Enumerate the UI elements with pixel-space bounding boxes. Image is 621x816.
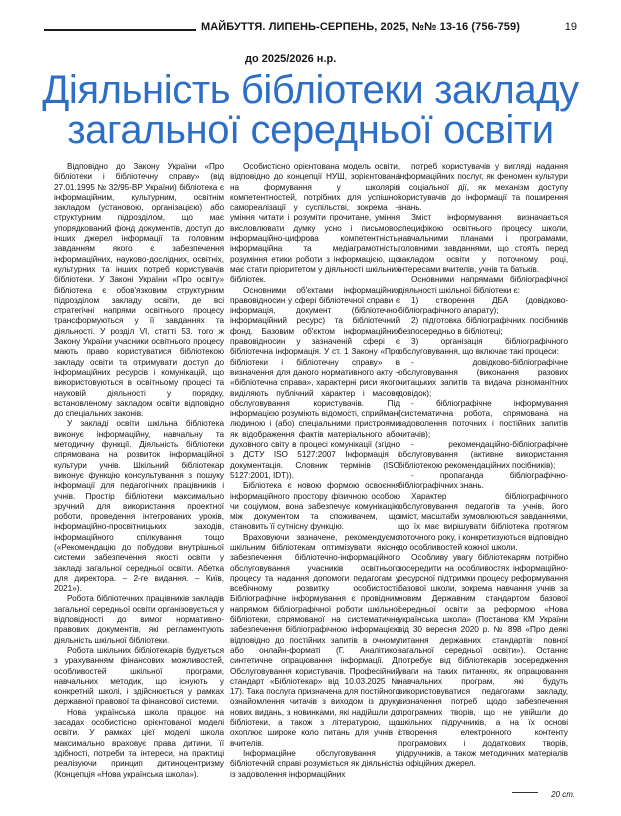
article-paragraph: - рекомендаційно-бібліографічне обслуговування (активне використання бібліотекою рекомендаційних посібників);	[398, 440, 568, 470]
article-paragraph: 2) підготовка бібліографічних посібників безпосередньо в бібліотеці;	[398, 316, 568, 336]
article-paragraph: Основними напрямами бібліографічної діяльності шкільної бібліотеки є:	[398, 275, 568, 295]
masthead	[44, 21, 577, 37]
article-paragraph: Робота шкільних бібліотекарів будується з урахуванням фінансових можливостей, особливостей шкільної програми, навчальних методик, що існують у конкретній школі, і здійснюється у рамках державної правової та фінансової системи.	[54, 645, 224, 707]
article-paragraph: Враховуючи зазначене, рекомендуємо шкільним бібліотекам оптимізувати якісне забезпечення бібліотечно-інформаційного обслуговування учасників освітнього процесу та надання допомоги педагогам у всебічному розвитку особистості. Бібліографічне інформування є провідним напрямом бібліографічної роботи шкільної бібліотеки, спрямованої на систематичне забезпечення бібліографічною інформацією відповідно до постійних запитів в очному або онлайн-форматі (Г. Аналітико-синтетичне опрацювання інформації. Д. Обслуговування користувачів. Професійний стандарт «Бібліотекар» від 10.03.2025 № 17). Така послуга призначена для постійного ознайомлення читачів з виходом із друку нових видань, з новинками, які надійшли до бібліотеки, а також з літературою, що охоплює широке коло питань для учнів і вчителів.	[230, 532, 400, 748]
article-paragraph: Робота бібліотечних працівників закладів загальної середньої освіти організовується у відповідності до вимог нормативно-правових документів, які регламентують діяльність шкільної бібліотеки.	[54, 594, 224, 645]
article-paragraph: Особистісно орієнтована модель освіти, відповідно до концепції НУШ, зорієнтована на формування у школярів компетентностей, потрібних для успішної самореалізації у суспільстві, зокрема – уміння читати і розуміти прочитане, уміння висловлювати думку усно і письмово, інформаційно-цифрова компетентність, інформаційна та медіаграмотність, розуміння етики роботи з інформацією, що має стати пріоритетом у діяльності шкільних бібліотек.	[230, 162, 400, 285]
article-paragraph: У закладі освіти шкільна бібліотека виконує інформаційну, навчальну та методичну функції. Діяльність бібліотеки спрямована на розвиток інформаційної культури учнів. Шкільний бібліотекар виконує функцію консультування з пошуку інформації для педагогічних працівників і учнів. Простір бібліотеки максимально зручний для використання проектної роботи, проведення інтегрованих уроків, інформаційно-просвітницьких заходів, інформаційного спілкування тощо («Рекомендацію до побудови внутрішньої системи забезпечення якості освіти у закладі загальної середньої освіти. Абетка для директора. – 2-ге видання. – Київ, 2021»).	[54, 419, 224, 594]
article-paragraph: потреб користувачів у вигляді надання інформаційних послуг, як феномен культури і соціальної дії, як механізм доступу користувачів до інформації та поширення знань.	[398, 162, 568, 213]
article-title-line-1: Діяльність бібліотеки закладу	[42, 68, 579, 112]
article-paragraph: Особливу увагу бібліотекарям потрібно зосередити на особливостях інформаційно-ресурсної підтримки процесу реформування базової школи, зокрема навчання учнів за новим Державним стандартом базової середньої освіти за реформою «Нова українська школа» (Постанова КМ України від 30 вересня 2020 р. № 898 «Про деякі питання державних стандартів повної загальної середньої освіти»). Останнє потребує від бібліотекарів зосередження уваги на таких питаннях, як опрацювання навчальних програм, які будуть використовуватися педагогами закладу, визначення потреб щодо забезпечення програмних творів, що не увійшли до шкільних підручників, а на їх основі створення електронного контенту програмових і додаткових творів, підручників, а також методичних матеріалів із офіційних джерел.	[398, 553, 568, 769]
article-paragraph: Нова українська школа працює на засадах особистісно орієнтованої моделі освіти. У рамках цієї моделі школа максимально враховує права дитини, її здібності, потреби та інтереси, на практиці реалізуючи принцип дитиноцентризму (Концепція «Нова українська школа»).	[54, 707, 224, 779]
article-paragraph: 3) організація бібліографічного обслуговування, що включає такі процеси:	[398, 337, 568, 357]
section-subhead: до 2025/2026 н.р.	[245, 53, 337, 65]
article-paragraph: Основними об'єктами інформаційних правовідносин у сфері бібліотечної справи є інформація, документ (бібліотечно-інформаційний ресурс) та бібліотечний фонд. Базовим об'єктом інформаційних правовідносин у зазначеній сфері є бібліотечна інформація. У ст. 1 Закону «Про бібліотеки і бібліотечну справу» в визначення для даного нормативного акту – «бібліотечна справа», характерні риси якого виділяють публічний характер і масове обслуговування користувачів. Під інформацією розуміють відомості, сприймані людиною і (або) спеціальними пристроями як відображення фактів матеріального або духовного світу в процесі комунікації (згідно з ДСТУ ISO 5127:2007 Інформація і документація. Словник термінів (ISO 5127:2001, IDT)).	[230, 285, 400, 480]
continued-rule	[512, 792, 538, 793]
page-number: 19	[564, 21, 577, 33]
article-paragraph: Відповідно до Закону України «Про бібліотеки і бібліотечну справу» (від 27.01.1995 № 32/95-ВР України) бібліотека є інформаційним, культурним, освітнім закладом (установою, організацією) або структурним підрозділом, що має упорядкований фонд документів, доступ до інших джерел інформації та головним завданням якого є забезпечення інформаційних, науково-дослідних, освітніх, культурних та інших потреб користувачів бібліотеки. У Законі України «Про освіту» бібліотека є обов'язковим структурним підрозділом закладу освіти, де всі стратегічні напрями освітнього процесу трансформуються у її завданнях та діяльності. У розділ VI, статті 53. того ж Закону України учасники освітнього процесу мають право користуватися бібліотекою закладу освіти та отримувати доступ до інформаційних ресурсів і комунікацій, що використовуються в освітньому процесі та науковій діяльності у порядку, встановленому закладом освіти відповідно до спеціальних законів.	[54, 162, 224, 419]
article-paragraph: 1) створення ДБА (довідково-бібліографічного апарату);	[398, 295, 568, 316]
article-paragraph: Бібліотека є новою формою освоєння інформаційного простору фізичною особою чи соціумом, вона забезпечує комунікацію між документом та споживачем, що становить її сутнісну функцію.	[230, 481, 400, 532]
article-paragraph: Зміст інформування визначається специфікою освітнього процесу школи, навчальними планами і програмами, головними завданнями, що стоять перед закладом освіти у поточному році, інтересами вчителів, учнів та батьків.	[398, 213, 568, 274]
article-column-1	[54, 162, 224, 812]
masthead-title: МАЙБУТТЯ. ЛИПЕНЬ-СЕРПЕНЬ, 2025, №№ 13-16 (756-759)	[196, 21, 520, 33]
article-paragraph: Характер бібліографічного обслуговування педагогів та учнів, його зміст, масштаби зумовлюються завданнями, що їх має вирішувати бібліотека протягом поточного року, і конкретизуються відповідно до особливостей кожної школи.	[398, 491, 568, 552]
article-title	[20, 70, 601, 150]
article-column-2	[230, 162, 400, 812]
article-column-3	[398, 162, 568, 812]
article-paragraph: - бібліографічне інформування (систематична робота, спрямована на задоволення поточних і постійних запитів читачів);	[398, 398, 568, 439]
article-paragraph: Інформаційне обслуговування у бібліотечній справі розуміється як діяльність із задоволення інформаційних	[230, 748, 400, 779]
article-paragraph: - пропаганда бібліографічно-бібліографічних знань.	[398, 470, 568, 491]
continued-on-page-label: 20 ст.	[551, 790, 575, 799]
article-paragraph: - довідково-бібліографічне обслуговування (виконання разових читацьких запитів та видача різноманітних довідок);	[398, 357, 568, 398]
article-title-line-2: загальної середньої освіти	[67, 108, 554, 152]
